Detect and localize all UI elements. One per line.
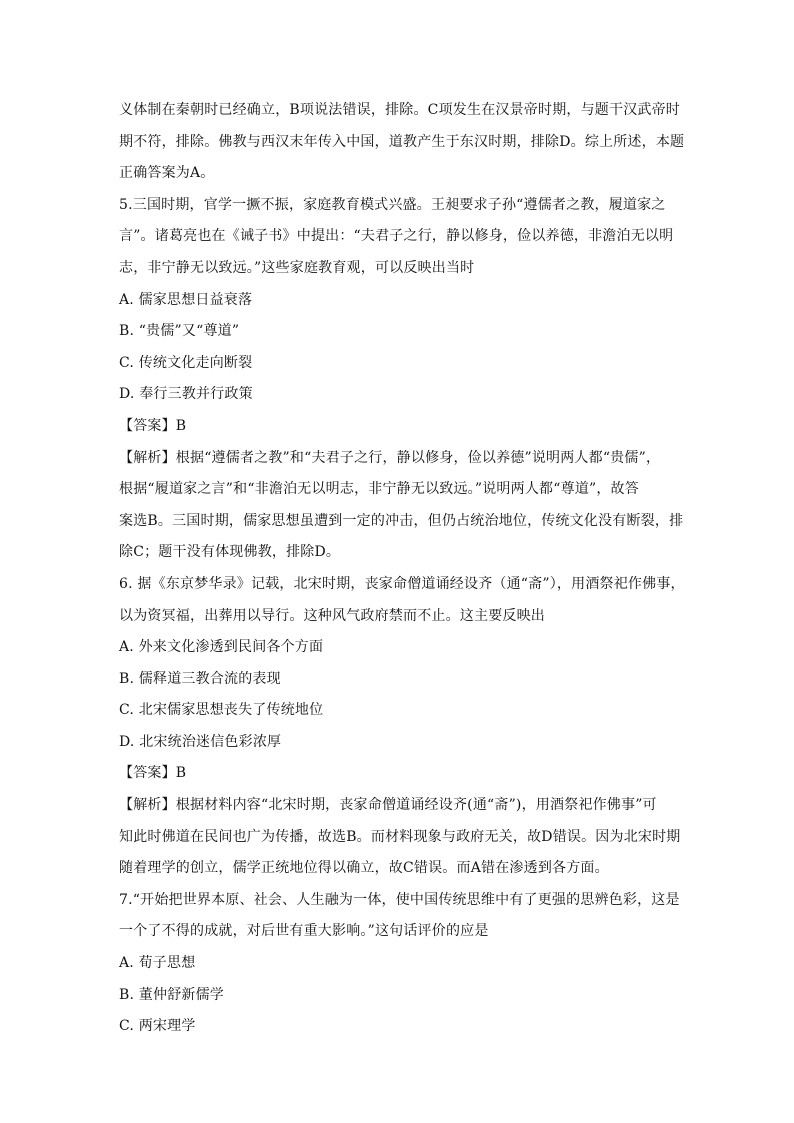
question-5-stem-line: 志，非宁静无以致远。”这些家庭教育观，可以反映出当时 [119, 259, 475, 276]
question-5-stem-line: 言”。诸葛亮也在《诫子书》中提出：“夫君子之行，静以修身，俭以养德，非澹泊无以明 [119, 228, 674, 245]
question-7-option-c-line: C. 两宋理学 [119, 1018, 196, 1035]
question-5-analysis-line: 除C；题干没有体现佛教，排除D。 [119, 544, 341, 561]
question-5-option-a-line: A. 儒家思想日益衰落 [119, 291, 253, 308]
question-6-option-a-line: A. 外来文化渗透到民间各个方面 [119, 639, 324, 656]
question-5-analysis-line: 案选B。三国时期，儒家思想虽遭到一定的冲击，但仍占统治地位，传统文化没有断裂，排 [119, 512, 684, 529]
question-5-stem-line: 5.三国时期，官学一撅不振，家庭教育模式兴盛。王昶要求子孙“遵儒者之教，履道家之 [119, 196, 666, 213]
question-7-option-a-line: A. 荀子思想 [119, 955, 196, 972]
question-6-option-d-line: D. 北宋统治迷信色彩浓厚 [119, 733, 282, 750]
prev-analysis-tail-line: 期不符，排除。佛教与西汉末年传入中国，道教产生于东汉时期，排除D。综上所述，本题 [119, 133, 685, 150]
question-6-answer-line: 【答案】B [119, 765, 187, 782]
question-6-analysis-line: 随着理学的创立，儒学正统地位得以确立，故C错误。而A错在渗透到各方面。 [119, 860, 609, 877]
question-7-stem-line: 7.“开始把世界本原、社会、人生融为一体，使中国传统思维中有了更强的思辨色彩，这是 [119, 891, 680, 908]
document-body [119, 95, 685, 1043]
question-6-option-b-line: B. 儒释道三教合流的表现 [119, 670, 281, 687]
prev-analysis-tail-line: 义体制在秦朝时已经确立，B项说法错误，排除。C项发生在汉景帝时期，与题干汉武帝时 [119, 102, 680, 118]
question-6-analysis-line: 【解析】根据材料内容“北宋时期，丧家命僧道诵经设齐(通“斋”)，用酒祭祀作佛事”可 [119, 797, 657, 814]
question-6-option-c-line: C. 北宋儒家思想丧失了传统地位 [119, 702, 324, 719]
question-6-stem-line: 6. 据《东京梦华录》记载，北宋时期，丧家命僧道诵经设齐（通“斋”），用酒祭祀作佛事， [119, 575, 685, 592]
question-7-option-b-line: B. 董仲舒新儒学 [119, 986, 224, 1003]
question-5-analysis-line: 【解析】根据“遵儒者之教”和“夫君子之行，静以修身，俭以养德”说明两人都“贵儒”， [119, 449, 661, 466]
question-5-analysis-line: 根据“履道家之言”和“非澹泊无以明志，非宁静无以致远。”说明两人都“尊道”，故答 [119, 481, 639, 498]
question-5-option-c-line: C. 传统文化走向断裂 [119, 354, 253, 371]
question-5-answer-line: 【答案】B [119, 417, 187, 434]
question-6-analysis-line: 知此时佛道在民间也广为传播，故选B。而材料现象与政府无关，故D错误。因为北宋时期 [119, 828, 681, 845]
question-6-stem-line: 以为资冥福，出葬用以导行。这种风气政府禁而不止。这主要反映出 [119, 607, 545, 624]
question-5-option-d-line: D. 奉行三教并行政策 [119, 386, 253, 403]
prev-analysis-tail-line: 正确答案为A。 [119, 165, 215, 182]
question-7-stem-line: 一个了不得的成就，对后世有重大影响。”这句话评价的应是 [119, 923, 489, 940]
question-5-option-b-line: B. “贵儒”又“尊道” [119, 323, 240, 340]
